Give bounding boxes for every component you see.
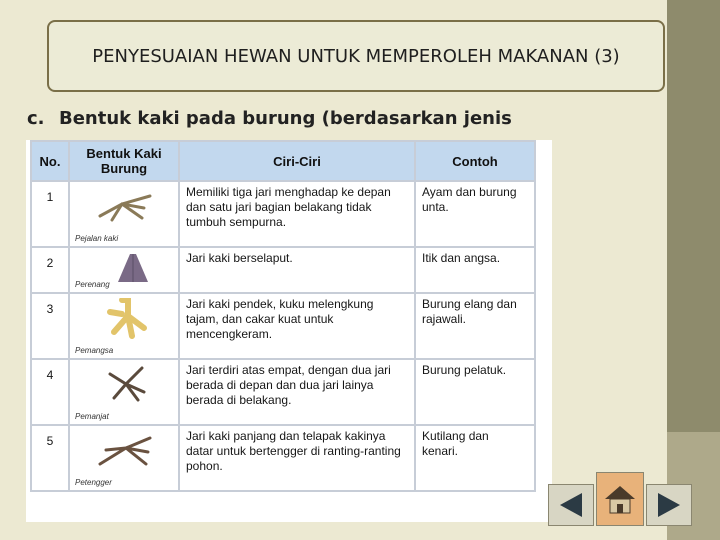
triangle-left-icon — [556, 490, 586, 520]
side-decoration-bar — [667, 0, 720, 432]
slide-subtitle — [27, 108, 547, 140]
home-icon — [603, 483, 637, 515]
row-number: 4 — [31, 359, 69, 425]
contoh-cell: Kutilang dan kenari. — [415, 425, 535, 491]
contoh-cell: Burung elang dan rajawali. — [415, 293, 535, 359]
foot-caption: Pemanjat — [75, 412, 109, 421]
ciri-cell: Jari kaki pendek, kuku melengkung tajam, dan cakar kuat untuk mencengkeram. — [179, 293, 415, 359]
slide-title — [47, 20, 665, 92]
contoh-cell: Itik dan angsa. — [415, 247, 535, 293]
row-number: 1 — [31, 181, 69, 247]
back-button[interactable] — [548, 484, 594, 526]
table-header-row — [31, 141, 535, 181]
table-row — [31, 247, 535, 293]
table-row — [31, 425, 535, 491]
raptor-talon-icon — [92, 298, 162, 342]
ciri-cell: Jari kaki panjang dan telapak kakinya datar untuk bertengger di ranting-ranting pohon. — [179, 425, 415, 491]
table-row — [31, 293, 535, 359]
walking-foot-icon — [92, 186, 162, 226]
foot-image-cell — [69, 293, 179, 359]
bird-feet-table — [30, 140, 536, 492]
subtitle-label: c. — [27, 108, 45, 129]
foot-caption: Pejalan kaki — [75, 234, 119, 243]
foot-caption: Petengger — [75, 478, 112, 487]
contoh-cell: Burung pelatuk. — [415, 359, 535, 425]
slide-title-text: PENYESUAIAN HEWAN UNTUK MEMPEROLEH MAKANAN (3) — [92, 45, 620, 67]
foot-image-cell — [69, 425, 179, 491]
subtitle-text: Bentuk kaki pada burung (berdasarkan jenis — [59, 108, 512, 129]
home-button[interactable] — [596, 472, 644, 526]
foot-image-cell — [69, 359, 179, 425]
header-bentuk-kaki: Bentuk Kaki Burung — [69, 141, 179, 181]
next-button[interactable] — [646, 484, 692, 526]
table-row — [31, 181, 535, 247]
row-number: 3 — [31, 293, 69, 359]
triangle-right-icon — [654, 490, 684, 520]
ciri-cell: Jari kaki berselaput. — [179, 247, 415, 293]
climbing-foot-icon — [92, 364, 162, 404]
foot-caption: Pemangsa — [75, 346, 114, 355]
perching-foot-icon — [92, 430, 162, 472]
foot-caption: Perenang — [75, 280, 110, 289]
table-row — [31, 359, 535, 425]
foot-image-cell — [69, 247, 179, 293]
foot-image-cell — [69, 181, 179, 247]
ciri-cell: Memiliki tiga jari menghadap ke depan dan satu jari bagian belakang tidak tumbuh sempurna. — [179, 181, 415, 247]
bird-feet-table-panel — [26, 140, 552, 522]
contoh-cell: Ayam dan burung unta. — [415, 181, 535, 247]
row-number: 2 — [31, 247, 69, 293]
header-no: No. — [31, 141, 69, 181]
header-ciri-ciri: Ciri-Ciri — [179, 141, 415, 181]
ciri-cell: Jari terdiri atas empat, dengan dua jari berada di depan dan dua jari lainya berada di belakang. — [179, 359, 415, 425]
row-number: 5 — [31, 425, 69, 491]
header-contoh: Contoh — [415, 141, 535, 181]
